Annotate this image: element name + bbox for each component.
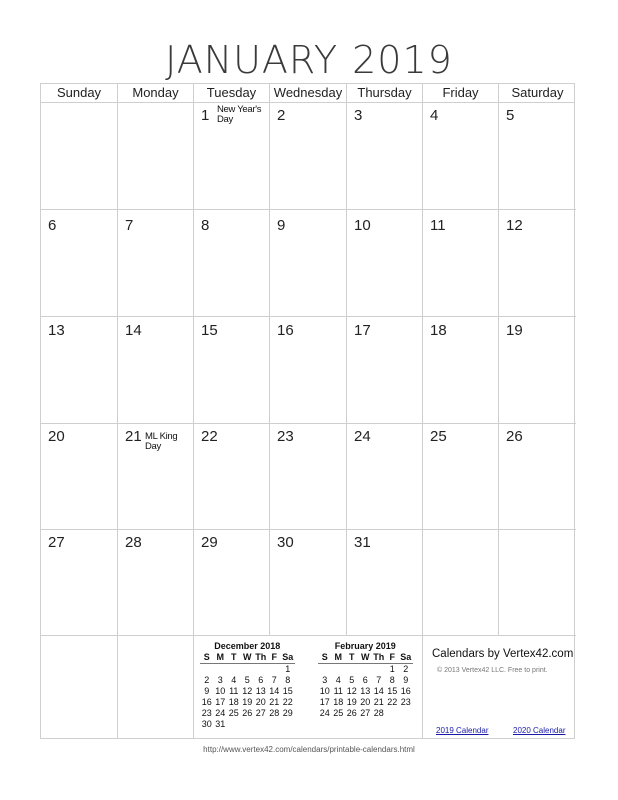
day-number: 18 xyxy=(430,322,447,339)
mini-day: 7 xyxy=(376,675,382,685)
mini-day: 14 xyxy=(373,686,384,696)
day-number: 1 xyxy=(201,107,210,124)
day-number: 15 xyxy=(201,322,218,339)
mini-calendar-previous xyxy=(200,641,295,730)
day-cell xyxy=(499,424,576,530)
mini-day xyxy=(281,719,295,730)
day-cell xyxy=(118,317,194,424)
mini-day: 1 xyxy=(389,664,395,674)
mini-day: 9 xyxy=(204,686,210,696)
mini-calendar-table xyxy=(200,652,295,730)
day-cell xyxy=(41,317,118,424)
day-number: 30 xyxy=(277,534,294,551)
mini-day: 15 xyxy=(387,686,398,696)
mini-calendars-cell xyxy=(194,636,423,738)
mini-day: 1 xyxy=(285,664,291,674)
mini-day-header: F xyxy=(386,652,400,664)
day-number: 14 xyxy=(125,322,142,339)
day-number: 25 xyxy=(430,428,447,445)
mini-day: 4 xyxy=(335,675,341,685)
title-year: 2019 xyxy=(352,38,453,82)
mini-day: 11 xyxy=(333,686,343,696)
mini-day: 5 xyxy=(244,675,250,685)
day-cell xyxy=(270,317,347,424)
mini-day: 6 xyxy=(258,675,264,685)
mini-day xyxy=(399,708,413,719)
mini-day-header: M xyxy=(214,652,228,664)
holiday-label: ML King Day xyxy=(145,431,178,452)
day-cell xyxy=(423,103,499,210)
mini-day xyxy=(386,708,400,719)
calendar-grid xyxy=(40,83,575,739)
mini-day: 2 xyxy=(204,675,210,685)
mini-day: 7 xyxy=(271,675,277,685)
mini-day-header: F xyxy=(268,652,282,664)
mini-day: 3 xyxy=(217,675,223,685)
mini-day: 8 xyxy=(389,675,395,685)
mini-day-header: W xyxy=(359,652,373,664)
mini-day: 13 xyxy=(255,686,266,696)
day-number: 13 xyxy=(48,322,65,339)
day-number: 2 xyxy=(277,107,286,124)
mini-day xyxy=(227,664,241,676)
notes-cell xyxy=(41,636,118,738)
day-cell xyxy=(270,210,347,317)
mini-day: 28 xyxy=(373,708,384,718)
day-cell xyxy=(423,317,499,424)
mini-day: 19 xyxy=(346,697,357,707)
mini-day: 18 xyxy=(228,697,239,707)
day-cell xyxy=(347,424,423,530)
day-number: 16 xyxy=(277,322,294,339)
mini-day: 4 xyxy=(231,675,237,685)
mini-calendar-next xyxy=(318,641,413,719)
day-cell xyxy=(347,103,423,210)
weekday-header: Sunday xyxy=(41,84,118,102)
day-cell xyxy=(499,530,576,636)
day-cell xyxy=(347,317,423,424)
day-cell xyxy=(41,424,118,530)
mini-day: 28 xyxy=(269,708,280,718)
weekday-header: Thursday xyxy=(347,84,423,102)
day-cell xyxy=(423,530,499,636)
day-cell xyxy=(499,210,576,317)
day-cell xyxy=(270,424,347,530)
mini-day xyxy=(318,664,332,676)
mini-day: 16 xyxy=(201,697,212,707)
day-cell xyxy=(194,317,270,424)
mini-day: 14 xyxy=(269,686,280,696)
day-number: 22 xyxy=(201,428,218,445)
mini-day: 25 xyxy=(228,708,239,718)
day-number: 28 xyxy=(125,534,142,551)
mini-day: 12 xyxy=(346,686,357,696)
mini-day: 22 xyxy=(387,697,398,707)
mini-day: 24 xyxy=(215,708,226,718)
day-cell xyxy=(270,530,347,636)
mini-day xyxy=(214,664,228,676)
day-cell xyxy=(41,103,118,210)
mini-day: 12 xyxy=(242,686,253,696)
mini-day xyxy=(345,664,359,676)
mini-day: 17 xyxy=(215,697,226,707)
mini-day: 2 xyxy=(403,664,409,674)
mini-day-header: T xyxy=(227,652,241,664)
mini-day: 30 xyxy=(201,719,212,729)
mini-day: 5 xyxy=(349,675,355,685)
mini-day-header: Th xyxy=(255,652,267,662)
mini-day: 27 xyxy=(255,708,266,718)
day-cell xyxy=(270,103,347,210)
mini-day-header: S xyxy=(318,652,332,664)
mini-day: 27 xyxy=(360,708,371,718)
mini-day-header: Sa xyxy=(282,652,294,662)
mini-day-header: Sa xyxy=(400,652,412,662)
mini-day: 15 xyxy=(282,686,293,696)
mini-day: 3 xyxy=(322,675,328,685)
mini-day xyxy=(254,664,268,676)
mini-day xyxy=(241,664,255,676)
weekday-header: Tuesday xyxy=(194,84,270,102)
title-month: JANUARY xyxy=(165,38,339,82)
day-cell xyxy=(194,530,270,636)
day-number: 12 xyxy=(506,217,523,234)
mini-day: 20 xyxy=(255,697,266,707)
mini-day xyxy=(254,719,268,730)
mini-day: 23 xyxy=(400,697,411,707)
mini-day xyxy=(200,664,214,676)
link-2020-calendar[interactable]: 2020 Calendar xyxy=(513,726,566,735)
mini-calendar-title: February 2019 xyxy=(334,641,396,651)
mini-day: 13 xyxy=(360,686,371,696)
day-number: 29 xyxy=(201,534,218,551)
day-number: 4 xyxy=(430,107,439,124)
mini-day: 6 xyxy=(362,675,368,685)
day-number: 24 xyxy=(354,428,371,445)
link-2019-calendar[interactable]: 2019 Calendar xyxy=(436,726,489,735)
mini-day: 10 xyxy=(215,686,226,696)
mini-day: 9 xyxy=(403,675,409,685)
copyright-text: © 2013 Vertex42 LLC. Free to print. xyxy=(437,667,548,674)
mini-day xyxy=(332,664,346,676)
mini-day: 11 xyxy=(229,686,239,696)
mini-day: 17 xyxy=(319,697,330,707)
mini-day-header: S xyxy=(200,652,214,664)
mini-day xyxy=(268,719,282,730)
day-cell xyxy=(347,530,423,636)
mini-day xyxy=(372,664,386,676)
day-number: 17 xyxy=(354,322,371,339)
day-cell xyxy=(118,103,194,210)
day-cell xyxy=(41,210,118,317)
brand-label: Calendars by Vertex42.com xyxy=(432,648,574,660)
mini-day: 25 xyxy=(333,708,344,718)
day-cell xyxy=(118,424,194,530)
source-url: http://www.vertex42.com/calendars/printable-calendars.html xyxy=(203,745,415,754)
mini-day: 26 xyxy=(242,708,253,718)
notes-cell xyxy=(118,636,194,738)
day-number: 31 xyxy=(354,534,371,551)
calendar-title xyxy=(0,38,618,82)
mini-day: 21 xyxy=(269,697,280,707)
day-cell xyxy=(194,424,270,530)
day-cell xyxy=(499,103,576,210)
day-cell xyxy=(194,103,270,210)
day-cell xyxy=(347,210,423,317)
weekday-header: Friday xyxy=(423,84,499,102)
mini-day: 18 xyxy=(333,697,344,707)
mini-day: 8 xyxy=(285,675,291,685)
weekday-header: Saturday xyxy=(511,85,564,100)
mini-day xyxy=(241,719,255,730)
day-cell xyxy=(118,530,194,636)
mini-day: 26 xyxy=(346,708,357,718)
mini-day: 22 xyxy=(282,697,293,707)
mini-day-header: M xyxy=(332,652,346,664)
weekday-header: Monday xyxy=(118,84,194,102)
mini-day-header: W xyxy=(241,652,255,664)
day-number: 26 xyxy=(506,428,523,445)
mini-day: 29 xyxy=(282,708,293,718)
day-number: 20 xyxy=(48,428,65,445)
holiday-line: Day xyxy=(217,114,233,125)
mini-day: 20 xyxy=(360,697,371,707)
day-number: 11 xyxy=(430,217,446,234)
mini-day: 21 xyxy=(373,697,384,707)
mini-calendar-table xyxy=(318,652,413,719)
day-number: 10 xyxy=(354,217,371,234)
day-cell xyxy=(41,530,118,636)
mini-day xyxy=(359,664,373,676)
day-cell xyxy=(423,424,499,530)
day-cell xyxy=(118,210,194,317)
day-number: 3 xyxy=(354,107,363,124)
day-number: 7 xyxy=(125,217,134,234)
weekday-header: Wednesday xyxy=(270,84,347,102)
day-number: 9 xyxy=(277,217,286,234)
mini-day: 24 xyxy=(319,708,330,718)
mini-day-header: Th xyxy=(373,652,385,662)
day-cell xyxy=(194,210,270,317)
holiday-label xyxy=(217,105,261,125)
day-number: 6 xyxy=(48,217,57,234)
day-number: 19 xyxy=(506,322,523,339)
day-cell xyxy=(499,317,576,424)
day-number: 5 xyxy=(506,107,515,124)
day-number: 21 xyxy=(125,428,142,445)
mini-day xyxy=(227,719,241,730)
mini-day xyxy=(268,664,282,676)
day-number: 23 xyxy=(277,428,294,445)
mini-day: 31 xyxy=(215,719,226,729)
day-number: 8 xyxy=(201,217,210,234)
day-number: 27 xyxy=(48,534,65,551)
branding-cell xyxy=(423,636,576,738)
mini-day: 23 xyxy=(201,708,212,718)
day-cell xyxy=(423,210,499,317)
mini-day: 10 xyxy=(319,686,330,696)
mini-calendar-title: December 2018 xyxy=(214,641,281,651)
mini-day: 19 xyxy=(242,697,253,707)
mini-day: 16 xyxy=(400,686,411,696)
holiday-line: New Year's xyxy=(217,104,262,115)
mini-day-header: T xyxy=(345,652,359,664)
